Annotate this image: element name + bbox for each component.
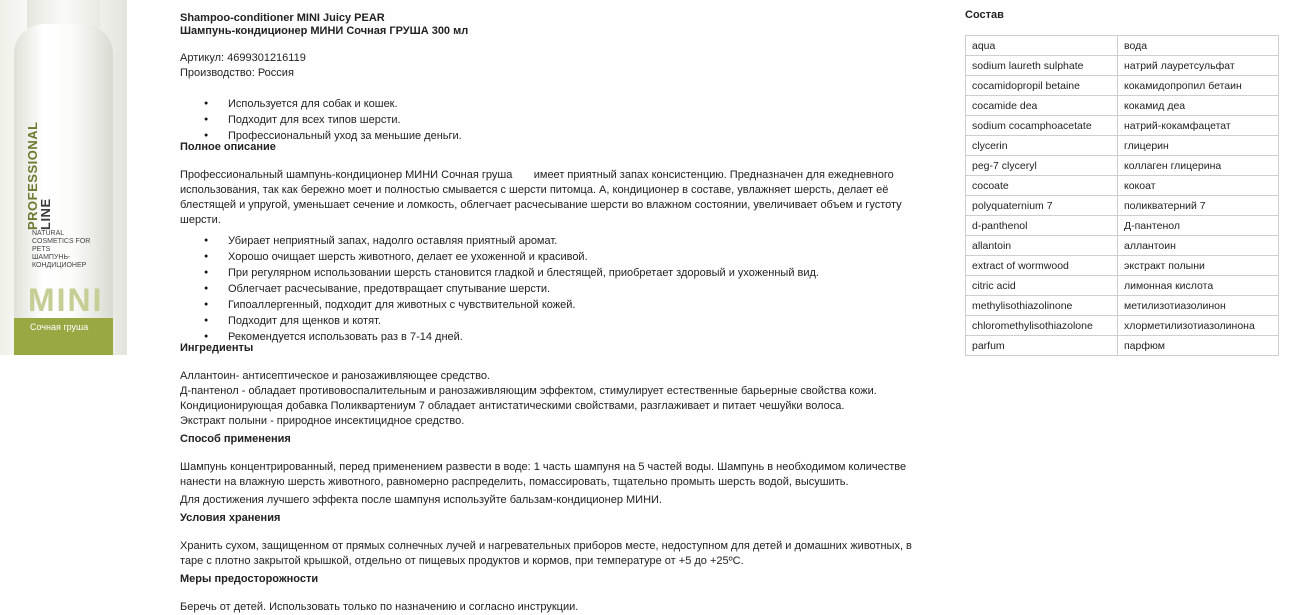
table-row [966, 116, 1279, 136]
ingredient-ru: аллантоин [1118, 236, 1279, 256]
table-row [966, 136, 1279, 156]
composition-heading: Состав [965, 9, 1004, 21]
list-item: ● Подходит для щенков и котят. [228, 313, 930, 329]
ingredient-ru: кокоат [1118, 176, 1279, 196]
series-name: MINI [28, 282, 104, 318]
ingredient-inci: chloromethylisothiazolone [966, 316, 1118, 336]
ingredient-line: Аллантоин- антисептическое и ранозаживляющее средство. [180, 370, 490, 382]
benefits-list [180, 233, 930, 345]
ingredient-inci: sodium cocamphoacetate [966, 116, 1118, 136]
table-row [966, 256, 1279, 276]
ingredient-inci: cocamidopropil betaine [966, 76, 1118, 96]
ingredient-ru: глицерин [1118, 136, 1279, 156]
ingredient-ru: натрий лауретсульфат [1118, 56, 1279, 76]
ingredient-inci: d-panthenol [966, 216, 1118, 236]
table-row [966, 336, 1279, 356]
table-row [966, 36, 1279, 56]
brand-line-1: PROFESSIONAL [25, 121, 40, 230]
table-row [966, 96, 1279, 116]
list-item: ● Облегчает расчесывание, предотвращает спутывание шерсти. [228, 281, 930, 297]
usage-tip: Для достижения лучшего эффекта после шампуня используйте бальзам-кондиционер МИНИ. [180, 494, 662, 506]
ingredient-inci: peg-7 clyceryl [966, 156, 1118, 176]
table-row [966, 216, 1279, 236]
ingredient-ru: коллаген глицерина [1118, 156, 1279, 176]
table-row [966, 316, 1279, 336]
brand-line-2: LINE [38, 198, 53, 230]
ingredient-inci: sodium laureth sulphate [966, 56, 1118, 76]
sku: Артикул: 4699301216119 [180, 52, 306, 64]
list-item: ● Убирает неприятный запах, надолго оставляя приятный аромат. [228, 233, 930, 249]
ingredient-inci: allantoin [966, 236, 1118, 256]
table-row [966, 236, 1279, 256]
ingredient-inci: cocamide dea [966, 96, 1118, 116]
list-item: ● Хорошо очищает шерсть животного, делает ее ухоженной и красивой. [228, 249, 930, 265]
ingredient-ru: поликватерний 7 [1118, 196, 1279, 216]
list-item: ● При регулярном использовании шерсть становится гладкой и блестящей, приобретает здоровый и ухоженный вид. [228, 265, 930, 281]
list-item: ● Подходит для всех типов шерсти. [228, 112, 930, 128]
table-row [966, 296, 1279, 316]
variant-label: Сочная груша [30, 322, 89, 332]
table-row [966, 176, 1279, 196]
ingredient-ru: кокамид деа [1118, 96, 1279, 116]
table-row [966, 156, 1279, 176]
title-en: Shampoo-conditioner MINI Juicy PEAR [180, 12, 385, 24]
section-heading-description: Полное описание [180, 141, 276, 153]
brand-logo [26, 121, 52, 230]
ingredient-ru: Д-пантенол [1118, 216, 1279, 236]
storage-text: Хранить сухом, защищенном от прямых солнечных лучей и нагревательных приборов месте, недоступном для детей и домашних животных, в таре с плотно закрытой крышкой, отдельно от пищевых продуктов и кормов, при температуре от +5 до +25ºС. [180, 540, 912, 567]
section-heading-precautions: Меры предосторожности [180, 573, 319, 585]
ingredient-inci: cocoate [966, 176, 1118, 196]
list-item: ● Профессиональный уход за меньшие деньги. [228, 128, 930, 144]
ingredient-inci: citric acid [966, 276, 1118, 296]
ingredient-inci: methylisothiazolinone [966, 296, 1118, 316]
ingredient-inci: extract of wormwood [966, 256, 1118, 276]
ingredient-line: Кондиционирующая добавка Поликвартениум 7 обладает антистатическими свойствами, разглаживает и питает чешуйки волоса. [180, 400, 845, 412]
ingredient-ru: хлорметилизотиазолинона [1118, 316, 1279, 336]
title-ru: Шампунь-кондиционер МИНИ Сочная ГРУША 300 мл [180, 25, 469, 37]
ingredient-ru: метилизотиазолинон [1118, 296, 1279, 316]
ingredient-ru: натрий-кокамфацетат [1118, 116, 1279, 136]
ingredient-inci: aqua [966, 36, 1118, 56]
origin: Производство: Россия [180, 67, 294, 79]
brand-tagline: NATURAL COSMETICS FOR PETS ШАМПУНЬ-КОНДИЦИОНЕР [32, 230, 91, 269]
highlights-list [180, 96, 930, 144]
ingredient-inci: parfum [966, 336, 1118, 356]
ingredient-inci: clycerin [966, 136, 1118, 156]
variant-inline: Сочная груша [441, 169, 513, 181]
table-row [966, 76, 1279, 96]
description-text: Профессиональный шампунь-кондиционер МИНИ Сочная груша имеет приятный запах консистенцию. Предназначен для ежедневного использования, так как бережно моет и полностью смывается с шерсти питомца. А, кондиционер в составе, увлажняет шерсть, делает её блестящей и упругой, уменьшает сечение и ломкость, облегчает расчесывание шерсти во влажном состоянии, увеличивает объем и густоту шерсти. [180, 169, 905, 226]
table-row [966, 196, 1279, 216]
section-heading-storage: Условия хранения [180, 512, 281, 524]
ingredient-ru: вода [1118, 36, 1279, 56]
list-item: ● Гипоаллергенный, подходит для животных с чувствительной кожей. [228, 297, 930, 313]
ingredient-ru: кокамидопропил бетаин [1118, 76, 1279, 96]
ingredient-ru: лимонная кислота [1118, 276, 1279, 296]
table-row [966, 276, 1279, 296]
table-row [966, 56, 1279, 76]
precautions-text: Беречь от детей. Использовать только по назначению и согласно инструкции. [180, 601, 579, 613]
ingredient-line: Экстракт полыни - природное инсектицидное средство. [180, 415, 465, 427]
product-description [180, 12, 930, 615]
section-heading-usage: Способ применения [180, 433, 291, 445]
ingredient-ru: парфюм [1118, 336, 1279, 356]
usage-text: Шампунь концентрированный, перед применением развести в воде: 1 часть шампуня на 5 частей воды. Шампунь в необходимом количестве нанести на влажную шерсть животного, равномерно распределить, помассировать, тщательно промыть шерсть водой, высушить. [180, 461, 907, 488]
ingredient-ru: экстракт полыни [1118, 256, 1279, 276]
composition-table [965, 35, 1279, 356]
product-image [0, 0, 127, 355]
ingredient-line: Д-пантенол - обладает противовоспалительным и ранозаживляющим эффектом, стимулирует естественные барьерные свойства кожи. [180, 385, 877, 397]
list-item: ● Используется для собак и кошек. [228, 96, 930, 112]
ingredient-inci: polyquaternium 7 [966, 196, 1118, 216]
list-item: ● Рекомендуется использовать раз в 7-14 дней. [228, 329, 930, 345]
section-heading-ingredients: Ингредиенты [180, 342, 254, 354]
